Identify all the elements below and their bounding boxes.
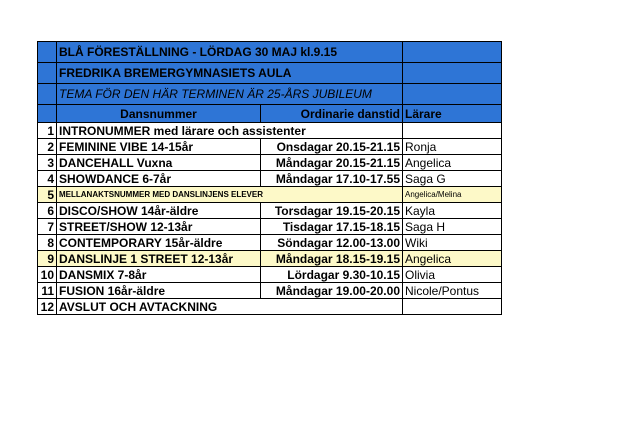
row-teacher: Wiki [403, 235, 502, 251]
row-dance-name: CONTEMPORARY 15år-äldre [57, 235, 261, 251]
table-row [38, 155, 502, 171]
row-teacher: Angelica [403, 155, 502, 171]
row-teacher: Ronja [403, 139, 502, 155]
row-teacher: Nicole/Pontus [403, 283, 502, 299]
venue-spacer-cell [38, 63, 57, 84]
row-dance-name: DISCO/SHOW 14år-äldre [57, 203, 261, 219]
column-header-teacher: Lärare [403, 105, 502, 123]
row-dance-time: Måndagar 19.00-20.00 [261, 283, 403, 299]
row-number: 2 [38, 139, 57, 155]
performance-title: BLÅ FÖRESTÄLLNING - LÖRDAG 30 MAJ kl.9.15 [57, 42, 403, 63]
row-teacher: Kayla [403, 203, 502, 219]
table-row [38, 251, 502, 267]
row-number: 1 [38, 123, 57, 139]
table-row [38, 139, 502, 155]
schedule-table [37, 41, 502, 315]
row-number: 8 [38, 235, 57, 251]
row-teacher: Olivia [403, 267, 502, 283]
row-number: 5 [38, 187, 57, 203]
row-dance-time: Torsdagar 19.15-20.15 [261, 203, 403, 219]
row-dance-time: Söndagar 12.00-13.00 [261, 235, 403, 251]
venue-row [38, 63, 502, 84]
row-number: 10 [38, 267, 57, 283]
row-number: 6 [38, 203, 57, 219]
table-row [38, 299, 502, 315]
row-dance-name: MELLANAKTSNUMMER MED DANSLINJENS ELEVER [57, 187, 403, 203]
row-number: 3 [38, 155, 57, 171]
table-row [38, 171, 502, 187]
row-dance-name: AVSLUT OCH AVTACKNING [57, 299, 403, 315]
row-teacher: Saga G [403, 171, 502, 187]
row-dance-name: SHOWDANCE 6-7år [57, 171, 261, 187]
theme-text: TEMA FÖR DEN HÄR TERMINEN ÄR 25-ÅRS JUBILEUM [57, 84, 403, 105]
venue-teacher-cell [403, 63, 502, 84]
theme-row [38, 84, 502, 105]
row-dance-name: DANSMIX 7-8år [57, 267, 261, 283]
row-number: 9 [38, 251, 57, 267]
row-number: 11 [38, 283, 57, 299]
table-row [38, 267, 502, 283]
column-header-row [38, 105, 502, 123]
theme-spacer-cell [38, 84, 57, 105]
row-dance-time: Tisdagar 17.15-18.15 [261, 219, 403, 235]
row-dance-name: DANSLINJE 1 STREET 12-13år [57, 251, 261, 267]
row-dance-time: Måndagar 17.10-17.55 [261, 171, 403, 187]
row-teacher [403, 123, 502, 139]
table-row [38, 219, 502, 235]
row-dance-time: Måndagar 20.15-21.15 [261, 155, 403, 171]
row-dance-name: STREET/SHOW 12-13år [57, 219, 261, 235]
row-dance-name: FEMININE VIBE 14-15år [57, 139, 261, 155]
title-row [38, 42, 502, 63]
row-dance-name: DANCEHALL Vuxna [57, 155, 261, 171]
row-teacher [403, 299, 502, 315]
row-number: 12 [38, 299, 57, 315]
column-header-name: Dansnummer [57, 105, 261, 123]
table-row [38, 235, 502, 251]
theme-teacher-cell [403, 84, 502, 105]
row-dance-name: FUSION 16år-äldre [57, 283, 261, 299]
row-dance-time: Lördagar 9.30-10.15 [261, 267, 403, 283]
row-dance-time: Onsdagar 20.15-21.15 [261, 139, 403, 155]
table-row [38, 123, 502, 139]
row-teacher: Angelica/Melina [403, 187, 502, 203]
row-dance-time: Måndagar 18.15-19.15 [261, 251, 403, 267]
venue-title: FREDRIKA BREMERGYMNASIETS AULA [57, 63, 403, 84]
table-row [38, 283, 502, 299]
row-dance-name: INTRONUMMER med lärare och assistenter [57, 123, 403, 139]
column-header-time: Ordinarie danstid [261, 105, 403, 123]
row-number: 4 [38, 171, 57, 187]
num-header-cell [38, 105, 57, 123]
table-row [38, 203, 502, 219]
row-teacher: Angelica [403, 251, 502, 267]
row-teacher: Saga H [403, 219, 502, 235]
title-spacer-cell [38, 42, 57, 63]
table-row [38, 187, 502, 203]
row-number: 7 [38, 219, 57, 235]
title-teacher-cell [403, 42, 502, 63]
